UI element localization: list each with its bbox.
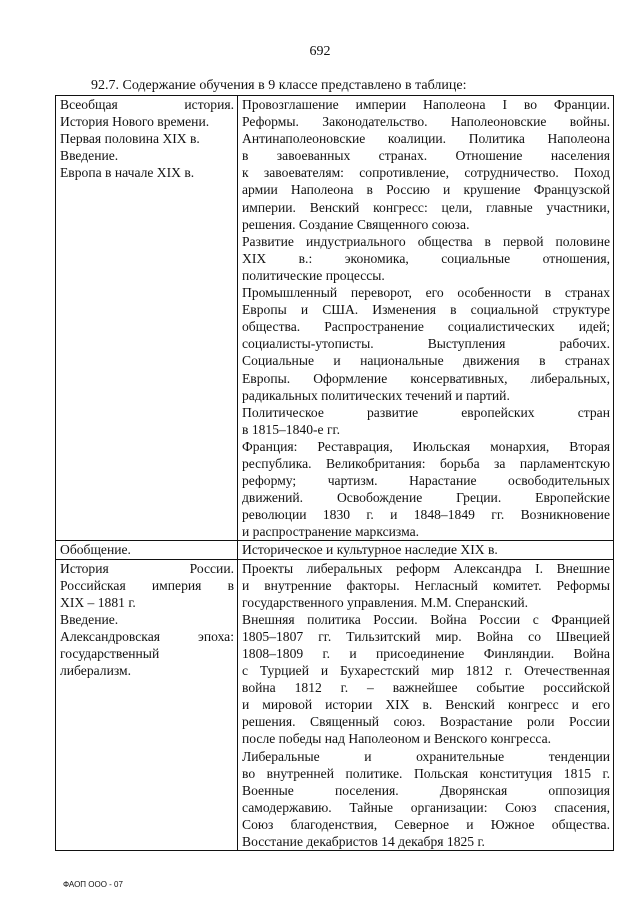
content-line: Проекты либеральных реформ Александра I. Внешние [242, 560, 610, 576]
content-line: решения. Священный союз. Возрастание роли России [242, 714, 610, 730]
topic-cell [56, 96, 238, 541]
content-line: в 1815–1840-е гг. [242, 421, 340, 437]
topic-line: XIX – 1881 г. [60, 594, 136, 610]
content-line: общества. Распространение социалистических идей; [242, 319, 610, 335]
content-line: республика. Великобритания: борьба за парламентскую [242, 455, 610, 471]
content-line: государственного управления. М.М. Сперанский. [242, 594, 529, 610]
content-line: политические процессы. [242, 267, 385, 283]
footer-code: ФАОП ООО - 07 [63, 880, 123, 889]
content-line: и внутренние факторы. Негласный комитет. Реформы [242, 577, 610, 593]
topic-line: Всеобщая история. [60, 97, 234, 112]
content-line: армии Наполеона в Россию и крушение Французской [242, 182, 610, 198]
topic-line: государственный [60, 646, 160, 661]
content-line: Либеральные и охранительные тенденции [242, 748, 610, 764]
content-line: Союз благоденствия, Северное и Южное общества. [242, 816, 610, 832]
content-line: империи. Венский конгресс: цели, главные участники, [242, 199, 610, 215]
content-line: XIX в.: экономика, социальные отношения, [242, 250, 610, 266]
content-line: движений. Освобождение Греции. Европейские [242, 490, 610, 506]
content-line: Историческое и культурное наследие XIX в. [242, 542, 498, 558]
topic-cell [56, 559, 238, 851]
content-line: в завоеванных странах. Отношение населения [242, 148, 610, 164]
content-line: и распространение марксизма. [242, 524, 420, 540]
content-line: Европы. Оформление консервативных, либеральных, [242, 370, 610, 386]
table-row [56, 96, 614, 541]
content-line: Внешняя политика России. Война России с Францией [242, 611, 610, 627]
topic-line: Российская империя в [60, 577, 234, 593]
content-line: самодержавию. Тайные организации: Союз спасения, [242, 799, 610, 815]
content-line: Военные поселения. Дворянская оппозиция [242, 782, 610, 798]
topic-line: Европа в начале XIX в. [60, 165, 195, 181]
table-row [56, 559, 614, 851]
content-line: 1808–1809 г. и присоединение Финляндии. Война [242, 646, 610, 661]
content-line: Социальные и национальные движения в странах [242, 353, 610, 369]
content-cell [238, 96, 614, 541]
content-line: Развитие индустриального общества в первой половине [242, 233, 610, 249]
topic-cell [56, 541, 238, 559]
content-line: радикальных политических течений и партий. [242, 387, 510, 403]
content-line: 1805–1807 гг. Тильзитский мир. Война со Швецией [242, 628, 610, 644]
page-number: 692 [309, 44, 331, 59]
content-line: Реформы. Законодательство. Наполеоновские войны. [242, 114, 610, 130]
content-line: Европы и США. Изменения в социальной структуре [242, 302, 610, 318]
content-line: и мировой истории XIX в. Венский конгресс и его [242, 697, 610, 713]
content-line: война 1812 г. – важнейшее событие российской [242, 680, 610, 696]
topic-line: Введение. [60, 148, 119, 164]
content-line: социалисты-утописты. Выступления рабочих. [242, 336, 610, 352]
content-line: во внутренней политике. Польская конституция 1815 г. [242, 765, 610, 781]
content-line: революции 1830 г. и 1848–1849 гг. Возникновение [242, 507, 610, 523]
topic-line: Александровская эпоха: [60, 628, 234, 644]
content-line: Антинаполеоновские коалиции. Политика Наполеона [242, 131, 610, 147]
topic-line: либерализм. [60, 663, 132, 679]
topic-line: История России. [60, 560, 234, 576]
topic-line: Введение. [60, 611, 119, 627]
content-line: после победы над Наполеоном и Венского конгресса. [242, 731, 552, 747]
content-line: Франция: Реставрация, Июльская монархия, Вторая [242, 438, 610, 454]
topic-line: Обобщение. [60, 542, 131, 558]
content-line: решения. Создание Священного союза. [242, 216, 470, 232]
content-line: Восстание декабристов 14 декабря 1825 г. [242, 834, 485, 850]
content-line: реформу; чартизм. Нарастание освободительных [242, 473, 610, 489]
content-cell [238, 541, 614, 559]
topic-line: Первая половина XIX в. [60, 131, 200, 147]
topic-line: История Нового времени. [60, 114, 210, 130]
content-table [55, 95, 614, 851]
content-line: с Турцией и Бухарестский мир 1812 г. Отечественная [242, 663, 610, 679]
intro-text: 92.7. Содержание обучения в 9 классе представлено в таблице: [91, 78, 467, 93]
content-line: к завоевателям: сопротивление, сотрудничество. Поход [242, 165, 610, 181]
content-cell [238, 559, 614, 851]
table-row [56, 541, 614, 559]
content-line: Промышленный переворот, его особенности в странах [242, 285, 610, 301]
content-line: Политическое развитие европейских стран [242, 404, 610, 420]
content-line: Провозглашение империи Наполеона I во Франции. [242, 97, 610, 112]
